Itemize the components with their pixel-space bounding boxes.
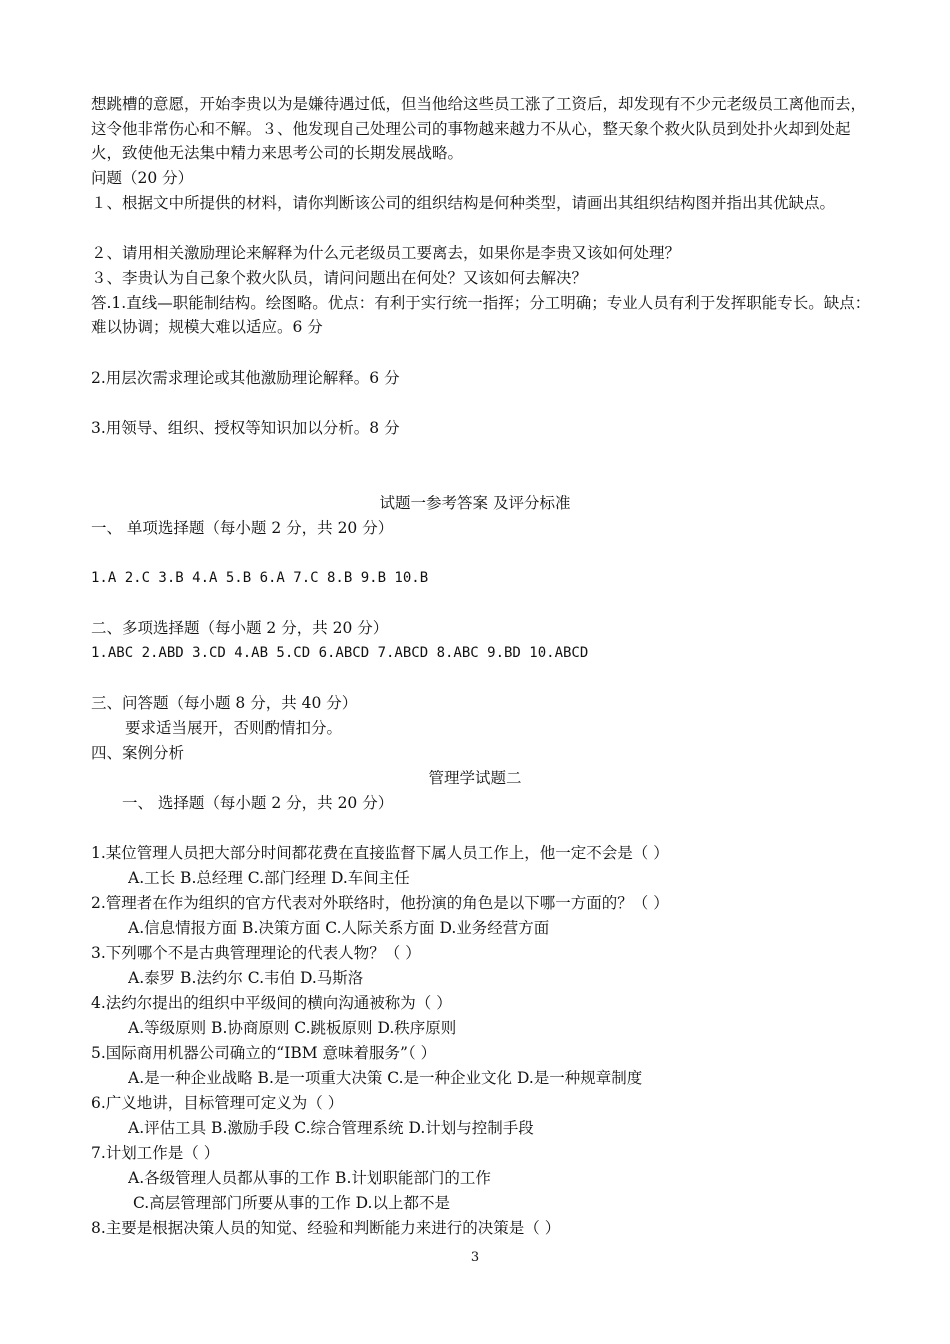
case-question-2: ２、请用相关激励理论来解释为什么元老级员工要离去，如果你是李贵又该如何处理？ xyxy=(91,244,681,262)
case-question-3: ３、李贵认为自己象个救火队员，请问问题出在何处？又该如何去解决？ xyxy=(91,269,588,287)
question-6: 6.广义地讲，目标管理可定义为（ ） xyxy=(91,1094,344,1112)
question-7-options-b: C.高层管理部门所要从事的工作 D.以上都不是 xyxy=(133,1194,450,1212)
case-answer-3: 3.用领导、组织、授权等知识加以分析。8 分 xyxy=(91,419,400,437)
question-5-options: A.是一种企业战略 B.是一项重大决策 C.是一种企业文化 D.是一种规章制度 xyxy=(128,1069,643,1087)
questions-heading: 问题（20 分） xyxy=(91,169,194,187)
page-number: 3 xyxy=(470,1250,480,1265)
case-answer-2: 2.用层次需求理论或其他激励理论解释。6 分 xyxy=(91,369,400,387)
section-3-heading: 三、问答题（每小题 8 分，共 40 分） xyxy=(91,694,358,712)
question-5: 5.国际商用机器公司确立的“IBM 意味着服务”（ ） xyxy=(91,1044,437,1062)
question-2: 2.管理者在作为组织的官方代表对外联络时，他扮演的角色是以下哪一方面的？（ ） xyxy=(91,894,669,912)
section-4-heading: 四、案例分析 xyxy=(91,744,185,762)
question-2-options: A.信息情报方面 B.决策方面 C.人际关系方面 D.业务经营方面 xyxy=(128,919,550,937)
question-4: 4.法约尔提出的组织中平级间的横向沟通被称为（ ） xyxy=(91,994,452,1012)
case-paragraph: 想跳槽的意愿，开始李贵以为是嫌待遇过低，但当他给这些员工涨了工资后，却发现有不少元老级员工离他而去，这令他非常伤心和不解。３、他发现自己处理公司的事物越来越力不从心，整天象个救火队员到处扑火却到处起火，致使他无法集中精力来思考公司的长期发展战略。 xyxy=(91,95,867,162)
question-7: 7.计划工作是（ ） xyxy=(91,1144,220,1162)
answers-title: 试题一参考答案 及评分标准 xyxy=(379,494,571,512)
case-answer-1: 答.1.直线—职能制结构。绘图略。优点：有利于实行统一指挥；分工明确；专业人员有利于发挥职能专长。缺点：难以协调；规模大难以适应。6 分 xyxy=(91,294,871,336)
question-6-options: A.评估工具 B.激励手段 C.综合管理系统 D.计划与控制手段 xyxy=(128,1119,534,1137)
section-3-note: 要求适当展开，否则酌情扣分。 xyxy=(125,719,343,737)
question-4-options: A.等级原则 B.协商原则 C.跳板原则 D.秩序原则 xyxy=(128,1019,457,1037)
case-question-1: １、根据文中所提供的材料，请你判断该公司的组织结构是何种类型，请画出其组织结构图并指出其优缺点。 xyxy=(91,194,836,212)
exam-2-section-1-heading: 一、 选择题（每小题 2 分，共 20 分） xyxy=(122,794,394,812)
section-2-heading: 二、多项选择题（每小题 2 分，共 20 分） xyxy=(91,619,389,637)
exam-2-title: 管理学试题二 xyxy=(428,769,522,787)
question-8: 8.主要是根据决策人员的知觉、经验和判断能力来进行的决策是（ ） xyxy=(91,1219,561,1237)
section-1-heading: 一、 单项选择题（每小题 2 分，共 20 分） xyxy=(91,519,394,537)
question-3: 3.下列哪个不是古典管理理论的代表人物？（ ） xyxy=(91,944,421,962)
question-1: 1.某位管理人员把大部分时间都花费在直接监督下属人员工作上，他一定不会是（ ） xyxy=(91,844,669,862)
section-2-answers: 1.ABC 2.ABD 3.CD 4.AB 5.CD 6.ABCD 7.ABCD 8.ABC 9.BD 10.ABCD xyxy=(91,645,589,661)
question-7-options-a: A.各级管理人员都从事的工作 B.计划职能部门的工作 xyxy=(128,1169,491,1187)
section-1-answers: 1.A 2.C 3.B 4.A 5.B 6.A 7.C 8.B 9.B 10.B xyxy=(91,570,429,586)
question-1-options: A.工长 B.总经理 C.部门经理 D.车间主任 xyxy=(128,869,410,887)
question-3-options: A.泰罗 B.法约尔 C.韦伯 D.马斯洛 xyxy=(128,969,364,987)
